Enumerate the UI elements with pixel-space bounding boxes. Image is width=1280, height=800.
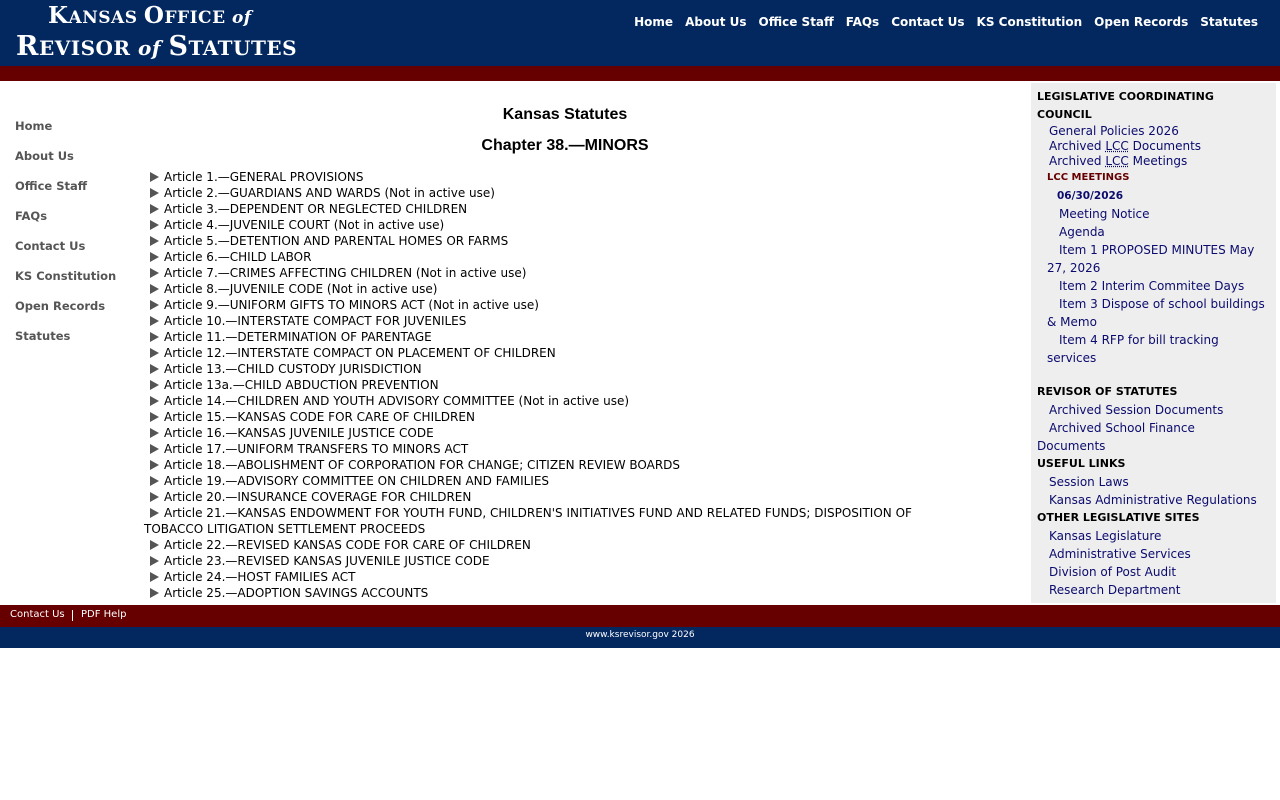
archived-lcc-documents-link[interactable]: Archived LCC Documents [1049, 139, 1202, 153]
footer-site-text: www.ksrevisor.gov 2026 [585, 630, 695, 640]
expand-triangle-icon[interactable] [150, 460, 159, 470]
item-2-link[interactable]: Item 2 Interim Commitee Days [1059, 279, 1245, 293]
article-item[interactable]: Article 13.—CHILD CUSTODY JURISDICTION [144, 361, 954, 377]
left-nav [15, 118, 135, 358]
left-nav-office-staff[interactable]: Office Staff [15, 179, 88, 193]
article-item[interactable]: Article 2.—GUARDIANS AND WARDS (Not in active use) [144, 185, 954, 201]
left-nav-faqs[interactable]: FAQs [15, 209, 48, 223]
research-department-link[interactable]: Research Department [1049, 583, 1181, 597]
article-item[interactable]: Article 9.—UNIFORM GIFTS TO MINORS ACT (Not in active use) [144, 297, 954, 313]
article-item[interactable]: Article 14.—CHILDREN AND YOUTH ADVISORY COMMITTEE (Not in active use) [144, 393, 954, 409]
expand-triangle-icon[interactable] [150, 556, 159, 566]
article-item[interactable]: Article 16.—KANSAS JUVENILE JUSTICE CODE [144, 425, 954, 441]
left-nav-ks-constitution[interactable]: KS Constitution [15, 269, 117, 283]
article-item[interactable]: Article 11.—DETERMINATION OF PARENTAGE [144, 329, 954, 345]
article-item[interactable]: Article 5.—DETENTION AND PARENTAL HOMES OR FARMS [144, 233, 954, 249]
revisor-heading: REVISOR OF STATUTES [1037, 385, 1178, 398]
session-laws-link[interactable]: Session Laws [1049, 475, 1129, 489]
article-item[interactable]: Article 22.—REVISED KANSAS CODE FOR CARE OF CHILDREN [144, 537, 954, 553]
expand-triangle-icon[interactable] [150, 444, 159, 454]
article-item[interactable]: Article 1.—GENERAL PROVISIONS [144, 169, 954, 185]
article-list [144, 169, 954, 601]
archived-session-documents-link[interactable]: Archived Session Documents [1049, 403, 1224, 417]
item-1-link[interactable]: Item 1 PROPOSED MINUTES May 27, 2026 [1047, 243, 1255, 275]
expand-triangle-icon[interactable] [150, 252, 159, 262]
expand-triangle-icon[interactable] [150, 588, 159, 598]
article-item[interactable]: Article 10.—INTERSTATE COMPACT FOR JUVENILES [144, 313, 954, 329]
useful-links-heading: USEFUL LINKS [1037, 457, 1126, 470]
footer-site-bar [0, 627, 1280, 648]
other-sites-heading: OTHER LEGISLATIVE SITES [1037, 511, 1200, 524]
item-4-link[interactable]: Item 4 RFP for bill tracking services [1047, 333, 1219, 365]
expand-triangle-icon[interactable] [150, 380, 159, 390]
footer-pdf-help-link[interactable]: PDF Help [81, 609, 127, 620]
expand-triangle-icon[interactable] [150, 204, 159, 214]
expand-triangle-icon[interactable] [150, 428, 159, 438]
article-item[interactable]: Article 23.—REVISED KANSAS JUVENILE JUSTICE CODE [144, 553, 954, 569]
article-item[interactable]: Article 21.—KANSAS ENDOWMENT FOR YOUTH FUND, CHILDREN'S INITIATIVES FUND AND RELATED FUNDS; DISPOSITION OF TOBACCO LITIGATION SETTLEMENT PROCEEDS [144, 506, 912, 536]
general-policies-link[interactable]: General Policies 2026 [1049, 124, 1179, 138]
article-item[interactable]: Article 6.—CHILD LABOR [144, 249, 954, 265]
left-nav-about-us[interactable]: About Us [15, 149, 74, 163]
article-item[interactable]: Article 19.—ADVISORY COMMITTEE ON CHILDREN AND FAMILIES [144, 473, 954, 489]
article-item[interactable]: Article 13a.—CHILD ABDUCTION PREVENTION [144, 377, 954, 393]
expand-triangle-icon[interactable] [150, 332, 159, 342]
top-nav-office-staff[interactable]: Office Staff [758, 15, 834, 29]
article-item[interactable]: Article 12.—INTERSTATE COMPACT ON PLACEMENT OF CHILDREN [144, 345, 954, 361]
header-accent-bar [0, 66, 1280, 81]
top-nav [634, 15, 1258, 29]
top-nav-faqs[interactable]: FAQs [845, 15, 880, 29]
expand-triangle-icon[interactable] [150, 492, 159, 502]
expand-triangle-icon[interactable] [150, 540, 159, 550]
article-item[interactable]: Article 24.—HOST FAMILIES ACT [144, 569, 954, 585]
expand-triangle-icon[interactable] [150, 220, 159, 230]
expand-triangle-icon[interactable] [150, 396, 159, 406]
expand-triangle-icon[interactable] [150, 348, 159, 358]
expand-triangle-icon[interactable] [150, 572, 159, 582]
administrative-services-link[interactable]: Administrative Services [1049, 547, 1191, 561]
item-3-link[interactable]: Item 3 Dispose of school buildings & Memo [1047, 297, 1265, 329]
article-item[interactable]: Article 4.—JUVENILE COURT (Not in active use) [144, 217, 954, 233]
meeting-notice-link[interactable]: Meeting Notice [1059, 207, 1150, 221]
expand-triangle-icon[interactable] [150, 236, 159, 246]
article-item[interactable]: Article 15.—KANSAS CODE FOR CARE OF CHILDREN [144, 409, 954, 425]
article-item[interactable]: Article 20.—INSURANCE COVERAGE FOR CHILDREN [144, 489, 954, 505]
expand-triangle-icon[interactable] [150, 268, 159, 278]
footer-separator [72, 610, 73, 621]
top-nav-contact-us[interactable]: Contact Us [891, 15, 965, 29]
site-header [0, 0, 1280, 66]
agenda-link[interactable]: Agenda [1059, 225, 1105, 239]
sidebar-spacer [1037, 367, 1267, 383]
left-nav-open-records[interactable]: Open Records [15, 299, 106, 313]
article-item[interactable]: Article 18.—ABOLISHMENT OF CORPORATION FOR CHANGE; CITIZEN REVIEW BOARDS [144, 457, 954, 473]
division-post-audit-link[interactable]: Division of Post Audit [1049, 565, 1177, 579]
logo-line-2: REVISOR of STATUTES [16, 31, 298, 62]
expand-triangle-icon[interactable] [150, 300, 159, 310]
left-nav-contact-us[interactable]: Contact Us [15, 239, 86, 253]
expand-triangle-icon[interactable] [150, 284, 159, 294]
left-nav-home[interactable]: Home [15, 119, 53, 133]
expand-triangle-icon[interactable] [150, 316, 159, 326]
kansas-legislature-link[interactable]: Kansas Legislature [1049, 529, 1162, 543]
expand-triangle-icon[interactable] [150, 188, 159, 198]
kansas-admin-regulations-link[interactable]: Kansas Administrative Regulations [1049, 493, 1257, 507]
expand-triangle-icon[interactable] [150, 508, 159, 518]
top-nav-about-us[interactable]: About Us [685, 15, 747, 29]
footer-links-bar [0, 605, 1280, 627]
article-item[interactable]: Article 3.—DEPENDENT OR NEGLECTED CHILDREN [144, 201, 954, 217]
article-item[interactable]: Article 7.—CRIMES AFFECTING CHILDREN (Not in active use) [144, 265, 954, 281]
article-item[interactable]: Article 8.—JUVENILE CODE (Not in active use) [144, 281, 954, 297]
lcc-meetings-title: LCC MEETINGS [1047, 172, 1130, 183]
logo-line-1: KANSAS OFFICE of [48, 2, 252, 29]
article-item[interactable]: Article 17.—UNIFORM TRANSFERS TO MINORS ACT [144, 441, 954, 457]
expand-triangle-icon[interactable] [150, 476, 159, 486]
top-nav-open-records[interactable]: Open Records [1094, 15, 1189, 29]
page-title: Kansas Statutes [502, 106, 628, 123]
right-sidebar [1031, 83, 1276, 603]
article-item[interactable]: Article 25.—ADOPTION SAVINGS ACCOUNTS [144, 585, 954, 601]
footer-contact-link[interactable]: Contact Us [10, 609, 65, 620]
expand-triangle-icon[interactable] [150, 364, 159, 374]
chapter-title: Chapter 38.—MINORS [481, 137, 649, 154]
archived-school-finance-link[interactable]: Archived School Finance Documents [1037, 421, 1195, 453]
expand-triangle-icon[interactable] [150, 412, 159, 422]
meeting-date: 06/30/2026 [1057, 190, 1124, 202]
expand-triangle-icon[interactable] [150, 172, 159, 182]
top-nav-statutes[interactable]: Statutes [1200, 15, 1258, 29]
top-nav-home[interactable]: Home [634, 15, 674, 29]
left-nav-statutes[interactable]: Statutes [15, 329, 71, 343]
lcc-heading: LEGISLATIVE COORDINATING COUNCIL [1037, 90, 1214, 121]
top-nav-ks-constitution[interactable]: KS Constitution [976, 15, 1083, 29]
archived-lcc-meetings-link[interactable]: Archived LCC Meetings [1049, 154, 1188, 168]
